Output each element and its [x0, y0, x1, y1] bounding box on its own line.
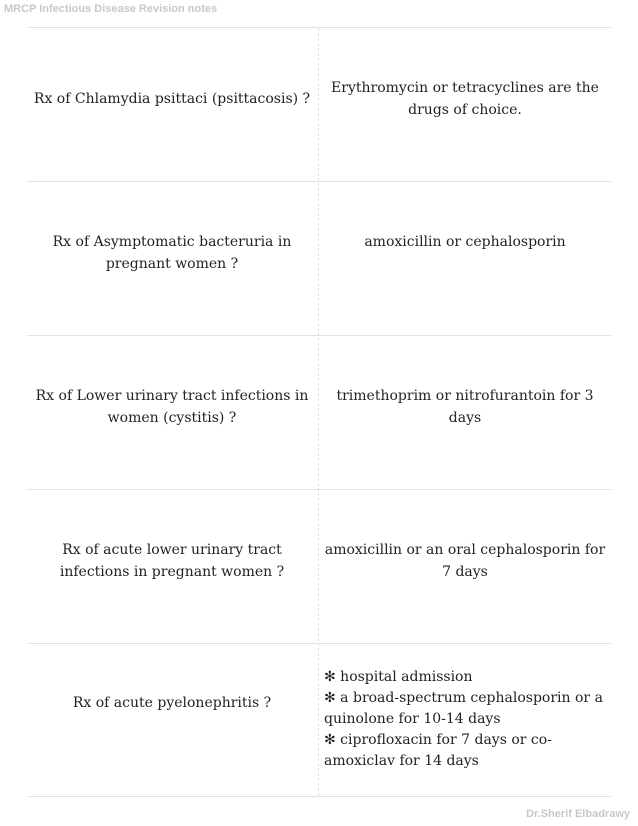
question-text: Rx of Chlamydia psittaci (psittacosis) ? [33, 91, 311, 107]
row-divider [27, 489, 611, 490]
flashcard-answer-2 [324, 230, 606, 254]
question-text: Rx of acute pyelonephritis ? [72, 695, 272, 711]
answer-list-item: ✻ ciprofloxacin for 7 days or co-amoxiclav for 14 days [324, 732, 552, 769]
answer-text: amoxicillin or cephalosporin [364, 234, 566, 250]
flashcard-answer-4 [324, 536, 606, 586]
answer-list-item: ✻ a broad-spectrum cephalosporin or a quinolone for 10-14 days [324, 690, 603, 727]
question-text: Rx of Lower urinary tract infections in women (cystitis) ? [35, 388, 309, 426]
row-divider [27, 27, 611, 28]
flashcard-question-1 [30, 74, 314, 124]
flashcard-question-3 [30, 382, 314, 432]
flashcard-answer-1 [324, 74, 606, 124]
question-text: Rx of acute lower urinary tract infections in pregnant women ? [59, 542, 285, 580]
document-footer-author: Dr.Sherif Elbadrawy [526, 808, 630, 820]
flashcard-question-4 [30, 536, 314, 586]
answer-text: amoxicillin or an oral cephalosporin for 7 days [324, 542, 606, 580]
question-text: Rx of Asymptomatic bacteruria in pregnant women ? [52, 234, 292, 272]
flashcard-question-2 [30, 228, 314, 278]
answer-list-item: ✻ hospital admission [324, 669, 473, 685]
flashcard-question-5 [30, 690, 314, 716]
row-divider [27, 643, 611, 644]
row-divider [27, 335, 611, 336]
answer-text: Erythromycin or tetracyclines are the drugs of choice. [331, 80, 599, 118]
flashcard-answer-3 [324, 382, 606, 432]
row-divider [27, 796, 611, 797]
column-divider [318, 28, 319, 796]
flashcard-answer-5 [324, 667, 606, 772]
row-divider [27, 181, 611, 182]
answer-text: trimethoprim or nitrofurantoin for 3 days [336, 388, 594, 426]
document-header-title: MRCP Infectious Disease Revision notes [4, 3, 218, 15]
